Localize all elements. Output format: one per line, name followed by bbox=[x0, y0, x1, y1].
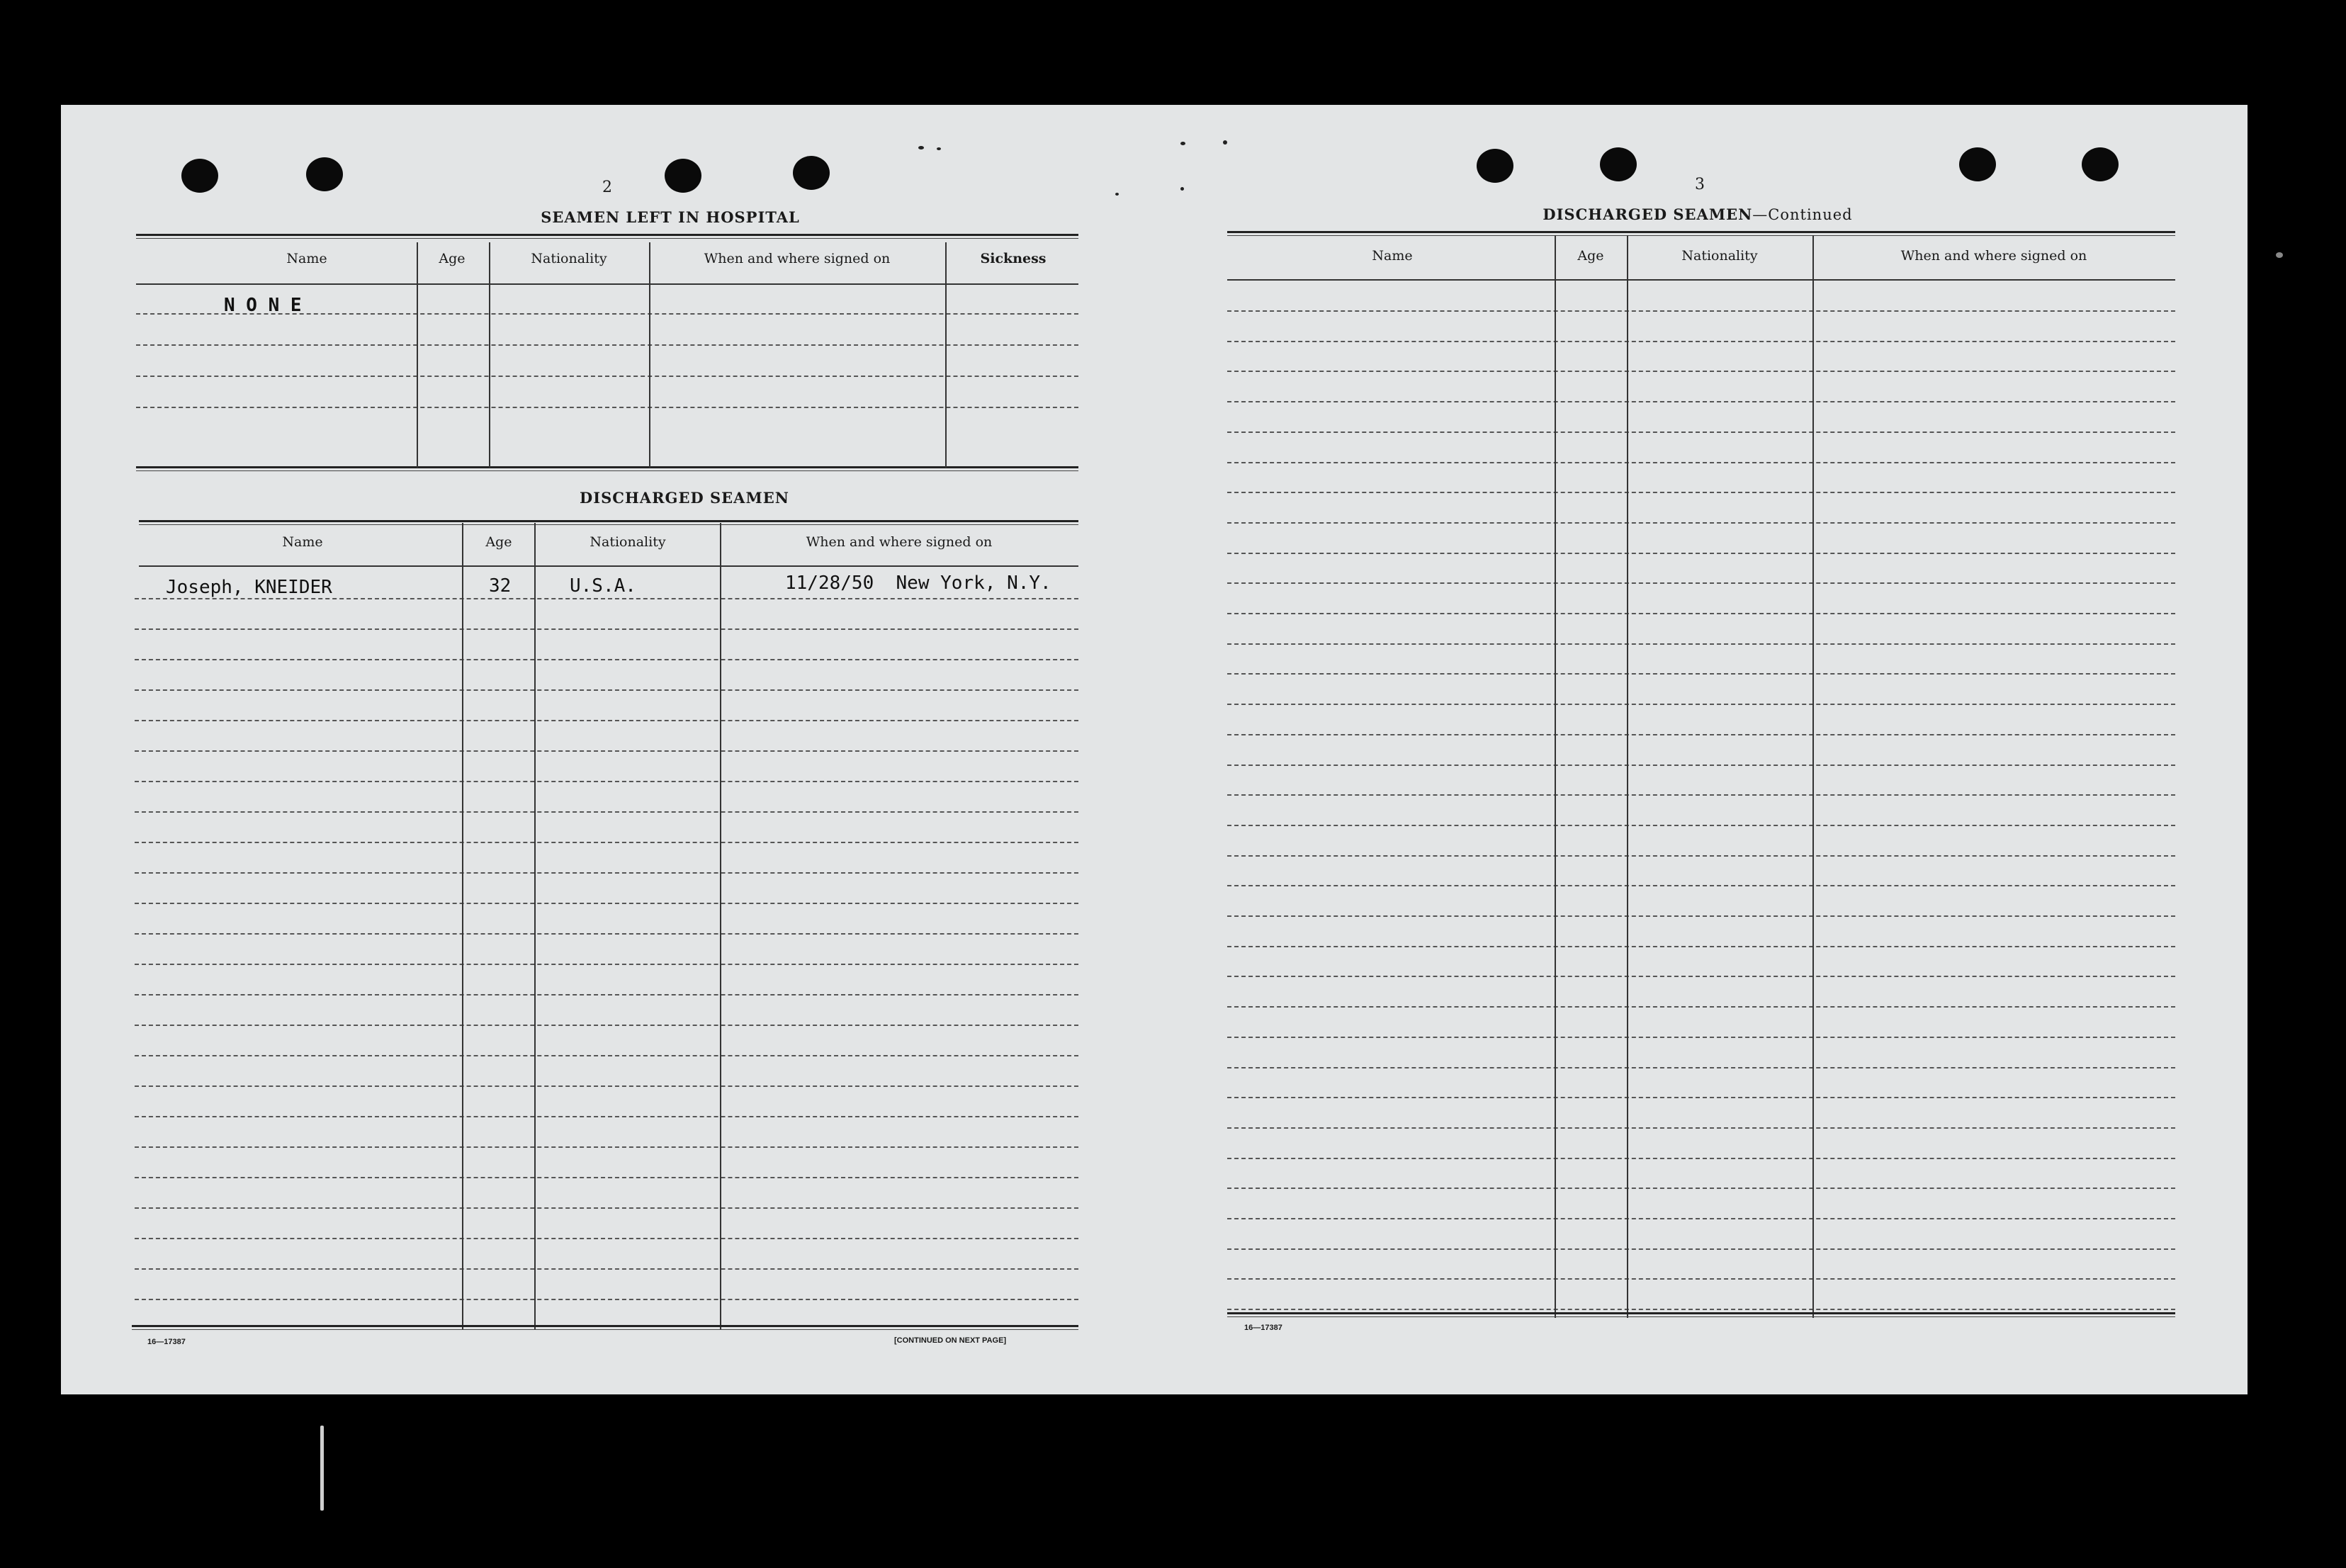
column-divider bbox=[1555, 235, 1556, 1318]
hospital-section-title: SEAMEN LEFT IN HOSPITAL bbox=[541, 208, 800, 226]
column-header-name: Name bbox=[282, 534, 323, 550]
row-line bbox=[1227, 432, 2175, 433]
row-line bbox=[135, 994, 1078, 995]
row-line bbox=[135, 628, 1078, 630]
hospital-entry: N O N E bbox=[224, 295, 302, 316]
column-header-name: Name bbox=[1372, 248, 1413, 264]
row-line bbox=[1227, 1006, 2175, 1008]
row-line bbox=[1227, 855, 2175, 857]
column-header-nationality: Nationality bbox=[1681, 248, 1758, 264]
discharged-signed-on: 11/28/50 New York, N.Y. bbox=[785, 573, 1051, 594]
table-bottom-rule bbox=[132, 1325, 1078, 1330]
scan-speck bbox=[1180, 187, 1184, 191]
row-line bbox=[135, 872, 1078, 874]
continued-note: [CONTINUED ON NEXT PAGE] bbox=[894, 1336, 1007, 1345]
scan-speck bbox=[1180, 142, 1185, 145]
header-rule bbox=[139, 565, 1078, 567]
row-line bbox=[1227, 765, 2175, 766]
binder-hole bbox=[1477, 149, 1513, 183]
column-header-nationality: Nationality bbox=[531, 251, 607, 266]
row-line bbox=[1227, 825, 2175, 826]
header-rule bbox=[136, 283, 1078, 285]
scan-speck bbox=[937, 147, 941, 150]
column-header-signed-on: When and where signed on bbox=[1900, 248, 2087, 264]
row-line bbox=[135, 781, 1078, 782]
table-top-rule bbox=[136, 234, 1078, 239]
row-line bbox=[1227, 1248, 2175, 1250]
discharged-name: Joseph, KNEIDER bbox=[166, 577, 332, 598]
scan-speck bbox=[1115, 193, 1119, 196]
right-title-main: DISCHARGED SEAMEN bbox=[1543, 205, 1753, 223]
column-divider bbox=[462, 523, 463, 1329]
header-rule bbox=[1227, 279, 2175, 281]
binder-hole bbox=[793, 156, 830, 190]
row-line bbox=[135, 659, 1078, 660]
row-line bbox=[1227, 734, 2175, 735]
row-line bbox=[135, 811, 1078, 813]
column-header-nationality: Nationality bbox=[590, 534, 666, 550]
column-divider bbox=[1812, 235, 1814, 1318]
column-divider bbox=[1627, 235, 1628, 1318]
binder-hole bbox=[1600, 147, 1637, 181]
form-number: 16—17387 bbox=[1244, 1324, 1282, 1332]
record-sheet bbox=[61, 105, 2248, 1394]
row-line bbox=[1227, 492, 2175, 493]
discharged-section-title: DISCHARGED SEAMEN bbox=[580, 489, 789, 507]
row-line bbox=[1227, 946, 2175, 947]
row-line bbox=[1227, 310, 2175, 312]
row-line bbox=[135, 1055, 1078, 1056]
table-top-rule bbox=[139, 520, 1078, 525]
row-line bbox=[1227, 1127, 2175, 1129]
row-line bbox=[135, 964, 1078, 965]
row-line bbox=[1227, 1158, 2175, 1159]
row-line bbox=[135, 933, 1078, 935]
scan-speck bbox=[918, 146, 924, 150]
row-line bbox=[1227, 794, 2175, 796]
row-line bbox=[135, 903, 1078, 904]
scan-speck bbox=[1223, 140, 1227, 145]
right-title-suffix: —Continued bbox=[1752, 206, 1853, 223]
column-divider bbox=[945, 242, 947, 468]
row-line bbox=[1227, 1097, 2175, 1098]
row-line bbox=[1227, 915, 2175, 917]
column-divider bbox=[489, 242, 490, 468]
row-line bbox=[135, 750, 1078, 752]
scan-speck bbox=[2276, 252, 2283, 258]
row-line bbox=[1227, 1309, 2175, 1310]
row-line bbox=[135, 1025, 1078, 1026]
row-line bbox=[135, 1207, 1078, 1209]
binder-hole bbox=[181, 159, 218, 193]
form-number: 16—17387 bbox=[147, 1338, 186, 1346]
row-line bbox=[1227, 341, 2175, 342]
column-header-age: Age bbox=[485, 534, 512, 550]
column-divider bbox=[720, 523, 721, 1329]
row-line bbox=[1227, 613, 2175, 614]
row-line bbox=[135, 1299, 1078, 1300]
row-line bbox=[1227, 371, 2175, 372]
row-line bbox=[135, 1238, 1078, 1239]
row-line bbox=[1227, 1278, 2175, 1280]
right-section-title bbox=[1478, 205, 1917, 223]
row-line bbox=[1227, 885, 2175, 886]
column-header-age: Age bbox=[439, 251, 466, 266]
scan-speck bbox=[320, 1426, 324, 1511]
row-line bbox=[1227, 1037, 2175, 1038]
row-line bbox=[135, 1116, 1078, 1117]
row-line bbox=[1227, 401, 2175, 402]
row-line bbox=[1227, 643, 2175, 645]
table-bottom-rule bbox=[1227, 1312, 2175, 1317]
row-line bbox=[136, 344, 1078, 346]
row-line bbox=[135, 720, 1078, 721]
binder-hole bbox=[306, 157, 343, 191]
column-divider bbox=[649, 242, 650, 468]
column-divider bbox=[534, 523, 536, 1329]
column-header-signed-on: When and where signed on bbox=[806, 534, 993, 550]
table-bottom-rule bbox=[136, 466, 1078, 471]
row-line bbox=[135, 1177, 1078, 1178]
column-header-age: Age bbox=[1577, 248, 1604, 264]
row-line bbox=[136, 407, 1078, 408]
discharged-age: 32 bbox=[489, 575, 512, 597]
row-line bbox=[1227, 673, 2175, 675]
column-header-sickness: Sickness bbox=[980, 251, 1047, 266]
column-header-name: Name bbox=[286, 251, 327, 266]
page-number: 2 bbox=[602, 179, 612, 196]
row-line bbox=[135, 1085, 1078, 1087]
page-number: 3 bbox=[1695, 176, 1705, 193]
row-line bbox=[1227, 522, 2175, 524]
row-line bbox=[1227, 1218, 2175, 1219]
column-divider bbox=[417, 242, 418, 468]
binder-hole bbox=[1959, 147, 1996, 181]
row-line bbox=[135, 689, 1078, 691]
row-line bbox=[136, 376, 1078, 377]
row-line bbox=[1227, 976, 2175, 977]
row-line bbox=[1227, 462, 2175, 463]
binder-hole bbox=[2082, 147, 2119, 181]
table-top-rule bbox=[1227, 231, 2175, 236]
row-line bbox=[135, 598, 1078, 599]
discharged-nationality: U.S.A. bbox=[570, 575, 636, 597]
column-header-signed-on: When and where signed on bbox=[704, 251, 891, 266]
row-line bbox=[1227, 1188, 2175, 1189]
row-line bbox=[135, 1146, 1078, 1148]
row-line bbox=[1227, 553, 2175, 554]
row-line bbox=[135, 1268, 1078, 1270]
row-line bbox=[1227, 704, 2175, 705]
row-line bbox=[1227, 582, 2175, 584]
row-line bbox=[135, 842, 1078, 843]
binder-hole bbox=[665, 159, 701, 193]
row-line bbox=[1227, 1067, 2175, 1068]
